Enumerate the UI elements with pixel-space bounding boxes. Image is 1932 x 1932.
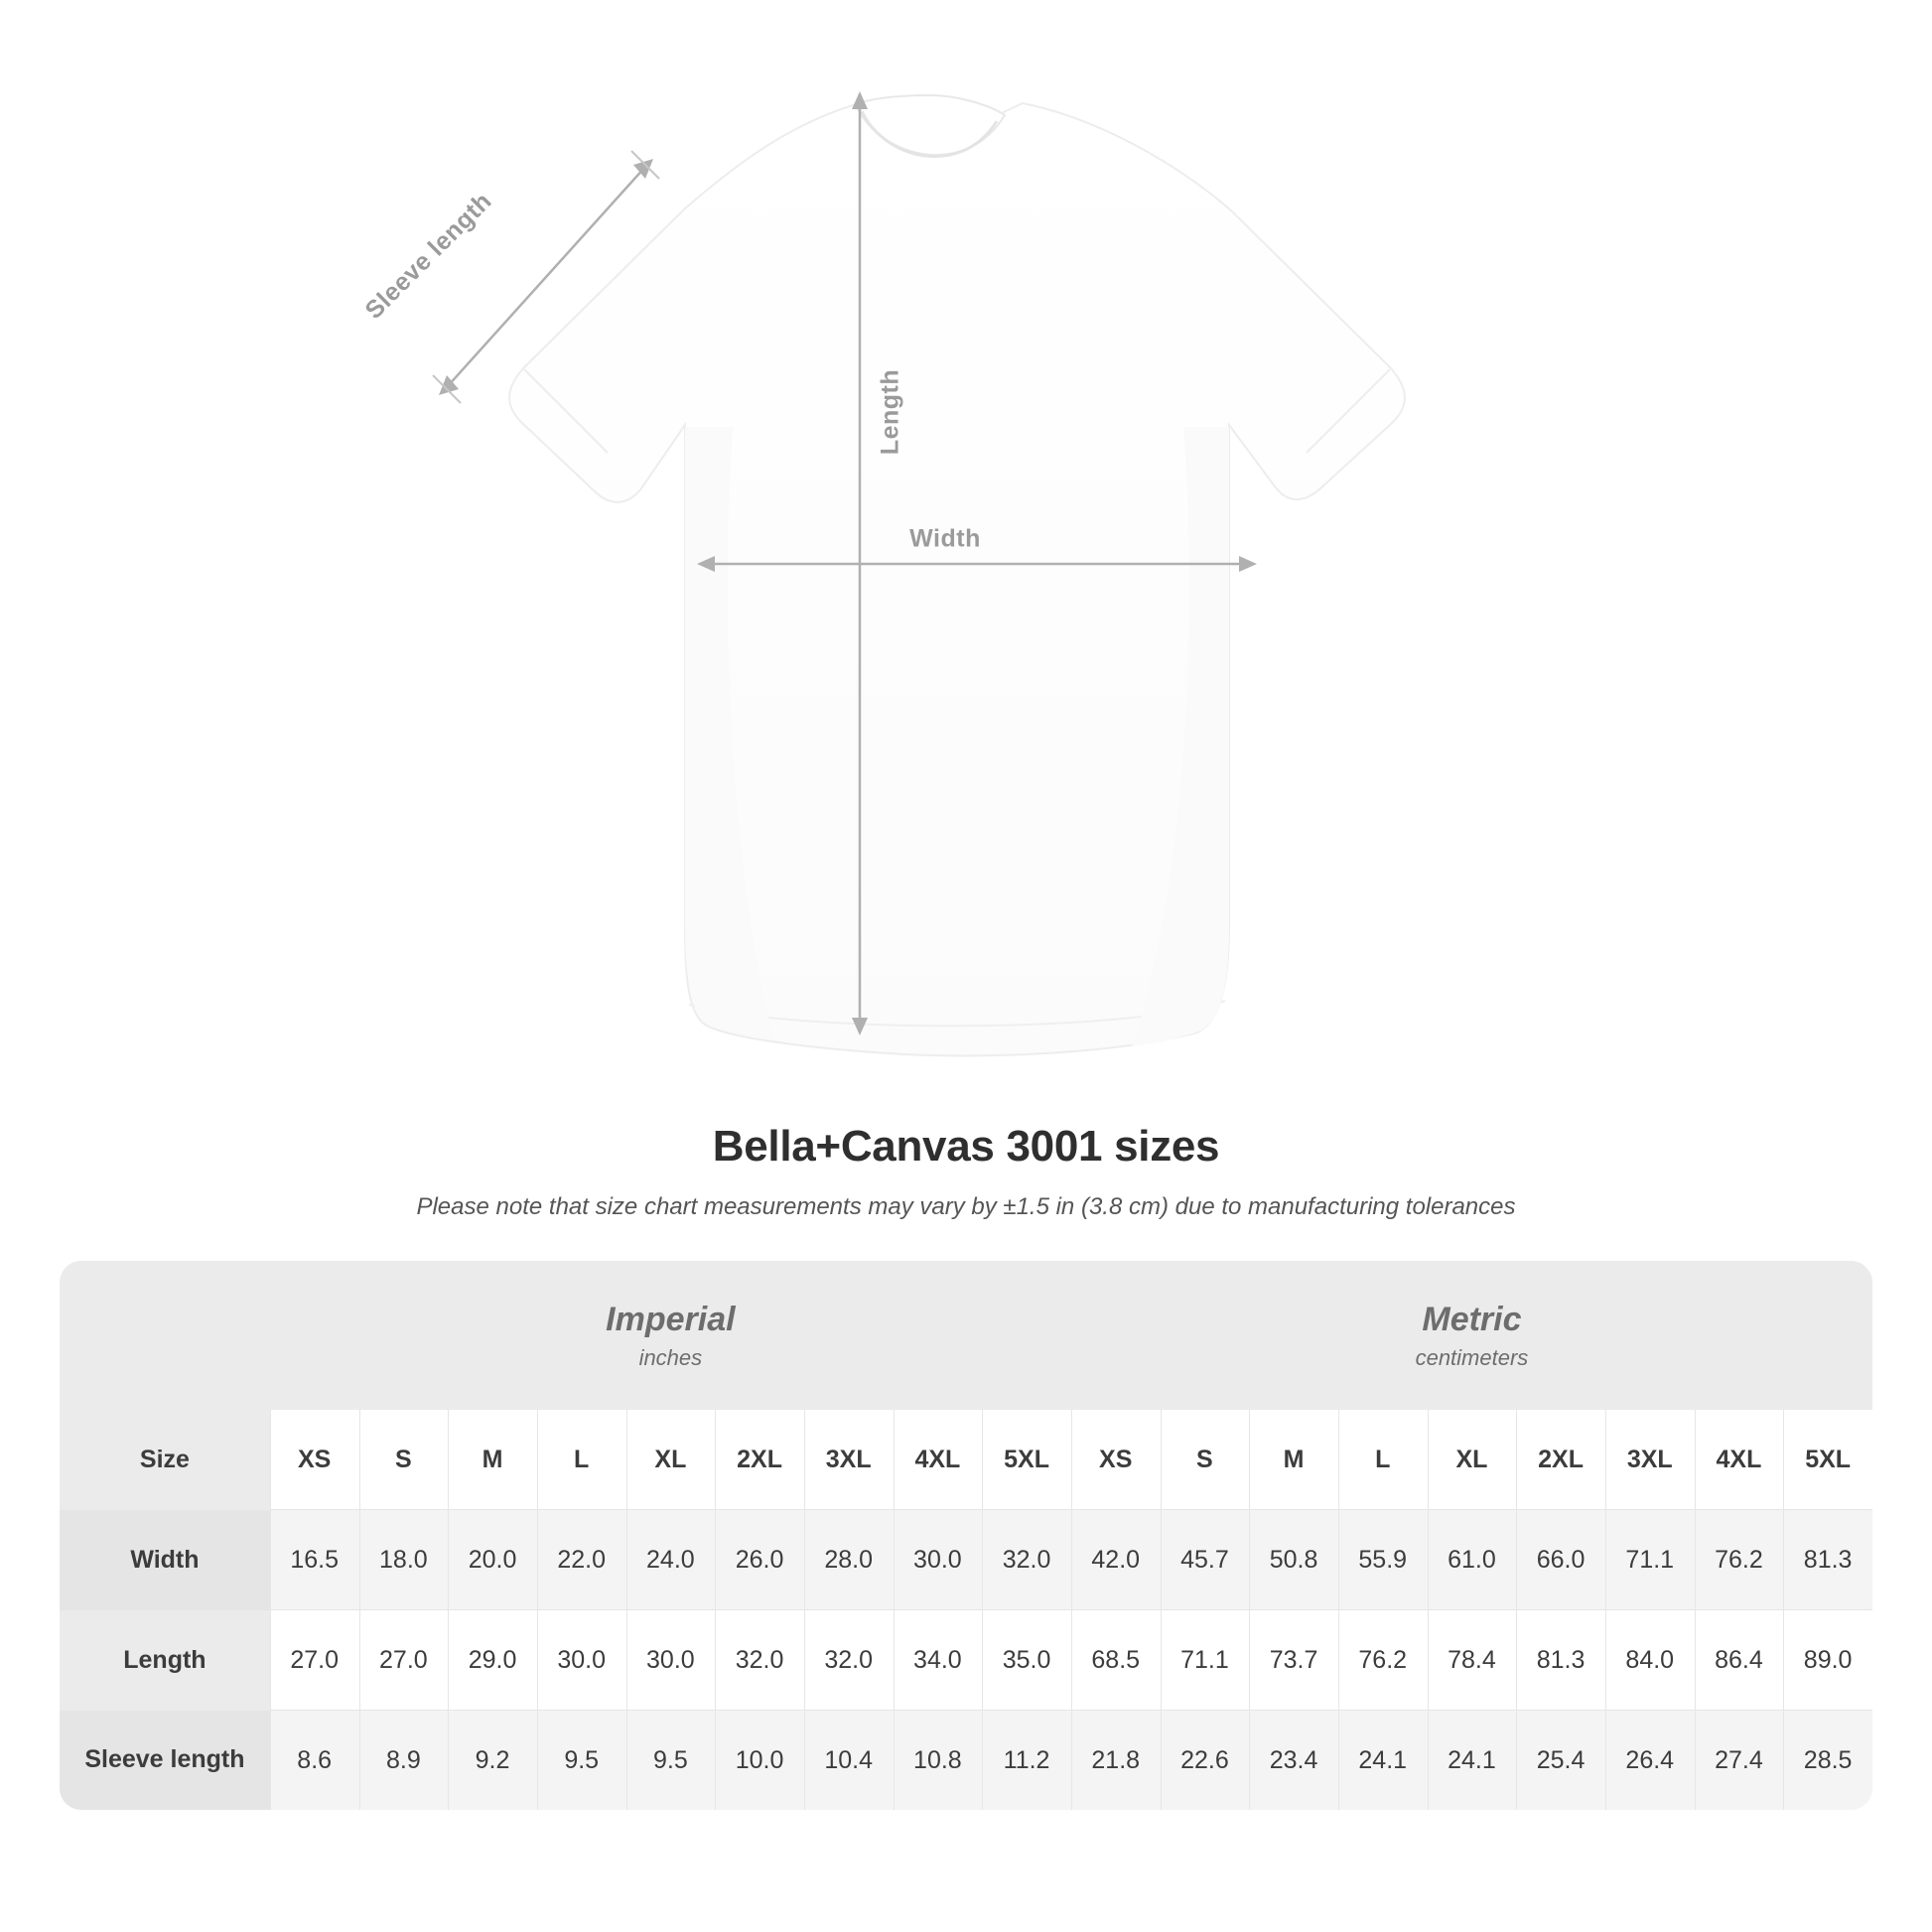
length-label: Length (876, 368, 904, 456)
cell-length-6: 32.0 (804, 1610, 894, 1711)
cell-width-15: 71.1 (1605, 1510, 1695, 1610)
cell-length-4: 30.0 (626, 1610, 716, 1711)
cell-sleeve-10: 22.6 (1161, 1711, 1250, 1811)
size-header-s-metric: S (1161, 1410, 1250, 1510)
cell-length-2: 29.0 (448, 1610, 537, 1711)
row-label-sleeve-length: Sleeve length (60, 1711, 270, 1811)
cell-sleeve-11: 23.4 (1249, 1711, 1338, 1811)
unit-group-metric-sub: centimeters (1415, 1345, 1529, 1371)
size-header-xl-imperial: XL (626, 1410, 716, 1510)
cell-sleeve-1: 8.9 (359, 1711, 449, 1811)
size-header-4xl-imperial: 4XL (894, 1410, 983, 1510)
cell-sleeve-3: 9.5 (537, 1711, 626, 1811)
size-header-2xl-metric: 2XL (1516, 1410, 1605, 1510)
size-header-3xl-metric: 3XL (1605, 1410, 1695, 1510)
size-header-label: Size (60, 1410, 270, 1510)
cell-length-0: 27.0 (270, 1610, 359, 1711)
cell-length-15: 84.0 (1605, 1610, 1695, 1711)
cell-length-8: 35.0 (982, 1610, 1071, 1711)
page-title: Bella+Canvas 3001 sizes (712, 1122, 1220, 1171)
cell-sleeve-4: 9.5 (626, 1711, 716, 1811)
size-header-m-metric: M (1249, 1410, 1338, 1510)
cell-width-1: 18.0 (359, 1510, 449, 1610)
cell-sleeve-16: 27.4 (1695, 1711, 1784, 1811)
table-row (60, 1610, 1872, 1711)
size-table-wrapper (60, 1261, 1872, 1810)
cell-width-4: 24.0 (626, 1510, 716, 1610)
cell-length-9: 68.5 (1071, 1610, 1161, 1711)
cell-sleeve-15: 26.4 (1605, 1711, 1695, 1811)
size-header-5xl-imperial: 5XL (982, 1410, 1071, 1510)
cell-width-12: 55.9 (1338, 1510, 1428, 1610)
size-header-xs-imperial: XS (270, 1410, 359, 1510)
cell-length-11: 73.7 (1249, 1610, 1338, 1711)
cell-sleeve-9: 21.8 (1071, 1711, 1161, 1811)
row-label-width: Width (60, 1510, 270, 1610)
size-header-xs-metric: XS (1071, 1410, 1161, 1510)
cell-length-3: 30.0 (537, 1610, 626, 1711)
table-row (60, 1711, 1872, 1811)
cell-sleeve-14: 25.4 (1516, 1711, 1605, 1811)
size-header-s-imperial: S (359, 1410, 449, 1510)
cell-length-16: 86.4 (1695, 1610, 1784, 1711)
cell-width-14: 66.0 (1516, 1510, 1605, 1610)
unit-header-row (60, 1261, 1872, 1410)
cell-width-7: 30.0 (894, 1510, 983, 1610)
size-header-4xl-metric: 4XL (1695, 1410, 1784, 1510)
size-header-5xl-metric: 5XL (1783, 1410, 1872, 1510)
cell-sleeve-5: 10.0 (715, 1711, 804, 1811)
cell-width-5: 26.0 (715, 1510, 804, 1610)
cell-width-8: 32.0 (982, 1510, 1071, 1610)
cell-sleeve-2: 9.2 (448, 1711, 537, 1811)
cell-sleeve-8: 11.2 (982, 1711, 1071, 1811)
cell-width-11: 50.8 (1249, 1510, 1338, 1610)
cell-width-16: 76.2 (1695, 1510, 1784, 1610)
size-header-xl-metric: XL (1428, 1410, 1517, 1510)
size-header-l-imperial: L (537, 1410, 626, 1510)
tolerance-note: Please note that size chart measurements may vary by ±1.5 in (3.8 cm) due to manufacturing tolerances (416, 1193, 1516, 1220)
cell-sleeve-6: 10.4 (804, 1711, 894, 1811)
size-header-3xl-imperial: 3XL (804, 1410, 894, 1510)
cell-sleeve-7: 10.8 (894, 1711, 983, 1811)
cell-width-0: 16.5 (270, 1510, 359, 1610)
cell-length-14: 81.3 (1516, 1610, 1605, 1711)
cell-width-13: 61.0 (1428, 1510, 1517, 1610)
size-table (60, 1261, 1872, 1810)
cell-width-2: 20.0 (448, 1510, 537, 1610)
cell-length-5: 32.0 (715, 1610, 804, 1711)
cell-length-7: 34.0 (894, 1610, 983, 1711)
cell-width-10: 45.7 (1161, 1510, 1250, 1610)
unit-group-imperial-sub: inches (638, 1345, 703, 1371)
unit-header-spacer (60, 1261, 270, 1410)
unit-group-metric-name: Metric (1422, 1300, 1522, 1338)
cell-sleeve-13: 24.1 (1428, 1711, 1517, 1811)
cell-length-13: 78.4 (1428, 1610, 1517, 1711)
size-header-row (60, 1410, 1872, 1510)
row-label-length: Length (60, 1610, 270, 1711)
cell-width-17: 81.3 (1783, 1510, 1872, 1610)
size-header-2xl-imperial: 2XL (715, 1410, 804, 1510)
size-header-m-imperial: M (448, 1410, 537, 1510)
unit-group-imperial-name: Imperial (606, 1300, 736, 1338)
cell-sleeve-12: 24.1 (1338, 1711, 1428, 1811)
cell-length-1: 27.0 (359, 1610, 449, 1711)
cell-sleeve-17: 28.5 (1783, 1711, 1872, 1811)
cell-width-6: 28.0 (804, 1510, 894, 1610)
size-header-l-metric: L (1338, 1410, 1428, 1510)
unit-group-imperial (270, 1261, 1071, 1410)
cell-length-12: 76.2 (1338, 1610, 1428, 1711)
cell-length-17: 89.0 (1783, 1610, 1872, 1711)
cell-width-3: 22.0 (537, 1510, 626, 1610)
cell-sleeve-0: 8.6 (270, 1711, 359, 1811)
cell-width-9: 42.0 (1071, 1510, 1161, 1610)
unit-group-metric (1071, 1261, 1872, 1410)
table-row (60, 1510, 1872, 1610)
sleeve-length-label: Sleeve length (359, 187, 497, 325)
title-block (0, 1122, 1932, 1221)
cell-length-10: 71.1 (1161, 1610, 1250, 1711)
width-label: Width (909, 524, 981, 553)
